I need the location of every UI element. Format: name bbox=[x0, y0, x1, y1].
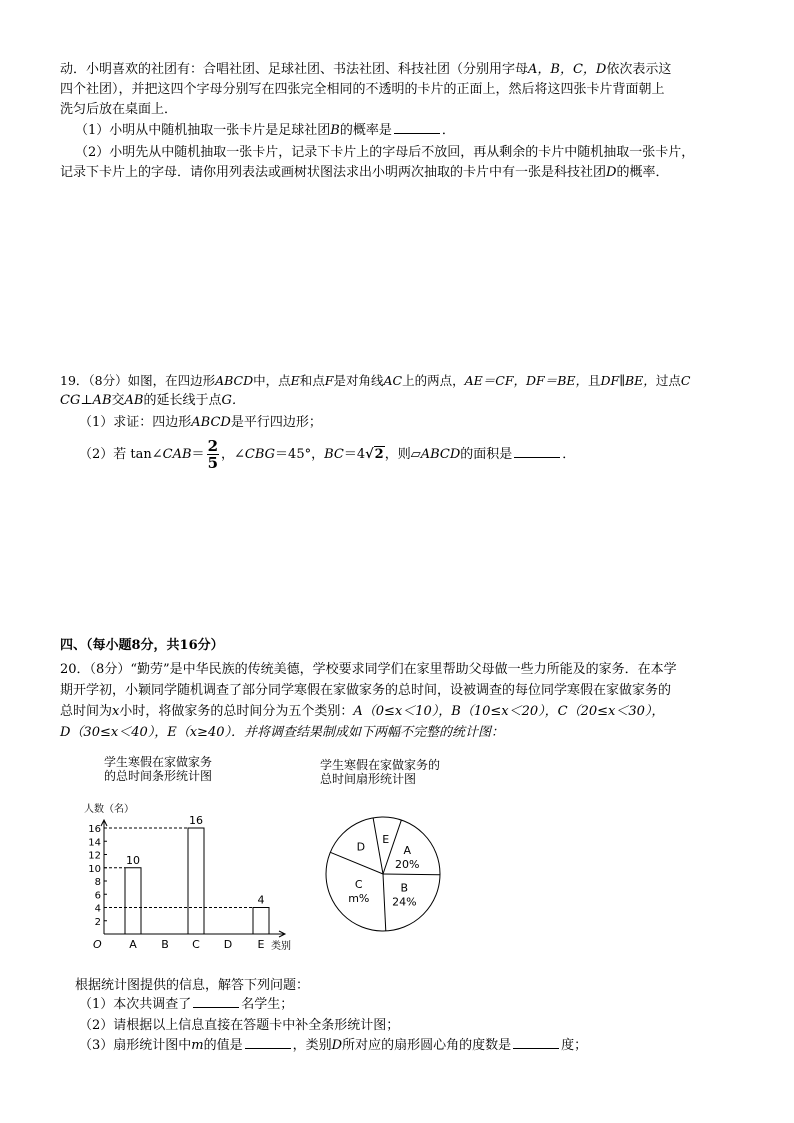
x-axis-label: 类别 bbox=[271, 941, 291, 952]
bar bbox=[253, 908, 269, 935]
bar bbox=[188, 828, 204, 934]
q20-line1: 20．（8分）“勤劳”是中华民族的传统美德，学校要求同学们在家里帮助父母做一些力所能及的家务．在本学 bbox=[60, 662, 677, 677]
x-tick-label: B bbox=[161, 938, 169, 951]
pie-slice-label: B bbox=[400, 881, 409, 895]
x-tick-label: A bbox=[129, 938, 137, 951]
q19-part2: （2）若 tan∠CAB＝ $\frac{2}{5}$ ，∠CBG＝45°，BC＝4√2，则▱ABCD的面积是 ． bbox=[79, 437, 576, 472]
q18-intro-line1: 动．小明喜欢的社团有：合唱社团、足球社团、书法社团、科技社团（分别用字母A，B，C，D依次表示这 bbox=[60, 62, 672, 77]
x-tick-label: C bbox=[192, 938, 200, 951]
answer-blank[interactable] bbox=[513, 1036, 559, 1049]
bar bbox=[125, 868, 141, 934]
y-tick-label: 10 bbox=[88, 863, 101, 875]
pie-slice-label: D bbox=[356, 840, 366, 854]
pie-chart-title-line1: 学生寒假在家做家务的 bbox=[320, 758, 441, 772]
bar-chart-title-line2: 的总时间条形统计图 bbox=[104, 769, 213, 783]
q19-line1: 19．（8分）如图，在四边形ABCD中，点E和点F是对角线AC上的两点，AE＝CF，DF＝BE，且DF∥BE，过点C bbox=[60, 373, 691, 388]
bar-chart-title-line1: 学生寒假在家做家务 bbox=[104, 755, 213, 769]
q20-after1: 根据统计图提供的信息，解答下列问题： bbox=[75, 978, 310, 993]
pie-slice-label: A bbox=[403, 843, 411, 857]
y-tick-label: 6 bbox=[94, 890, 101, 902]
answer-blank[interactable] bbox=[394, 121, 440, 134]
bar-value-label: 10 bbox=[126, 853, 140, 867]
pie-slice-value: 20% bbox=[394, 857, 420, 871]
pie-slice-border bbox=[330, 852, 383, 874]
q18-intro-line2: 四个社团），并把这四个字母分别写在四张完全相同的不透明的卡片的正面上，然后将这四张卡片背面朝上 bbox=[60, 82, 665, 97]
q18-part2-line1: （2）小明先从中随机抽取一张卡片，记录下卡片上的字母后不放回，再从剩余的卡片中随机抽取一张卡片， bbox=[75, 145, 695, 160]
q20-line2: 期开学初，小颖同学随机调查了部分同学寒假在家做家务的总时间，设被调查的每位同学寒假在家做家务的 bbox=[60, 683, 672, 698]
y-tick-label: 2 bbox=[94, 916, 101, 928]
q19-line2: CG⊥AB交AB的延长线于点G． bbox=[60, 393, 245, 408]
q18-part2-line2: 记录下卡片上的字母．请你用列表法或画树状图法求出小明两次抽取的卡片中有一张是科技社团D的概率． bbox=[60, 165, 669, 180]
q20-after2: （1）本次共调查了 名学生； bbox=[79, 997, 294, 1012]
answer-blank[interactable] bbox=[193, 995, 239, 1008]
pie-slice-border bbox=[383, 874, 386, 931]
bar-value-label: 16 bbox=[189, 814, 203, 827]
section-heading: 四、（每小题8分，共16分） bbox=[60, 638, 224, 653]
y-tick-label: 16 bbox=[88, 824, 101, 835]
pie-chart-title-line2: 总时间扇形统计图 bbox=[320, 772, 417, 786]
x-tick-label: D bbox=[223, 938, 233, 951]
bar-value-label: 4 bbox=[257, 893, 265, 907]
pie-slice-border bbox=[383, 874, 440, 875]
q19-part1: （1）求证：四边形ABCD是平行四边形； bbox=[79, 415, 322, 430]
fraction: $\frac{2}{5}$ bbox=[207, 437, 218, 472]
q20-after3: （2）请根据以上信息直接在答题卡中补全条形统计图； bbox=[79, 1018, 400, 1033]
q18-intro-line3: 洗匀后放在桌面上． bbox=[60, 102, 178, 117]
bar-chart-ylabel: 人数（名） bbox=[84, 804, 134, 815]
pie-slice-label: C bbox=[354, 878, 363, 892]
pie-slice-value: 24% bbox=[392, 895, 417, 909]
q20-line4: D（30≤x＜40），E（x≥40）．并将调查结果制成如下两幅不完整的统计图： bbox=[60, 725, 504, 740]
pie-slice-border bbox=[373, 818, 383, 874]
pie-slice-value: m% bbox=[348, 892, 370, 906]
y-tick-label: 14 bbox=[88, 837, 101, 849]
bar-chart bbox=[80, 752, 310, 966]
q20-line3: 总时间为x小时，将做家务的总时间分为五个类别：A（0≤x＜10），B（10≤x＜20），C（20≤x＜30）， bbox=[60, 704, 665, 719]
q20-after4: （3）扇形统计图中m的值是 ，类别D所对应的扇形圆心角的度数是 度； bbox=[79, 1038, 588, 1053]
q18-part1: （1）小明从中随机抽取一张卡片是足球社团B的概率是 ． bbox=[75, 123, 455, 138]
answer-blank[interactable] bbox=[245, 1036, 291, 1049]
pie-slice-label: E bbox=[382, 832, 390, 846]
answer-blank[interactable] bbox=[514, 445, 560, 458]
x-tick-label: E bbox=[257, 938, 265, 951]
sqrt: √2 bbox=[365, 447, 384, 462]
y-tick-label: 4 bbox=[94, 903, 101, 915]
pie-chart bbox=[318, 755, 468, 935]
y-tick-label: 12 bbox=[88, 850, 101, 862]
y-tick-label: 8 bbox=[94, 877, 101, 888]
origin-label: O bbox=[93, 938, 102, 951]
